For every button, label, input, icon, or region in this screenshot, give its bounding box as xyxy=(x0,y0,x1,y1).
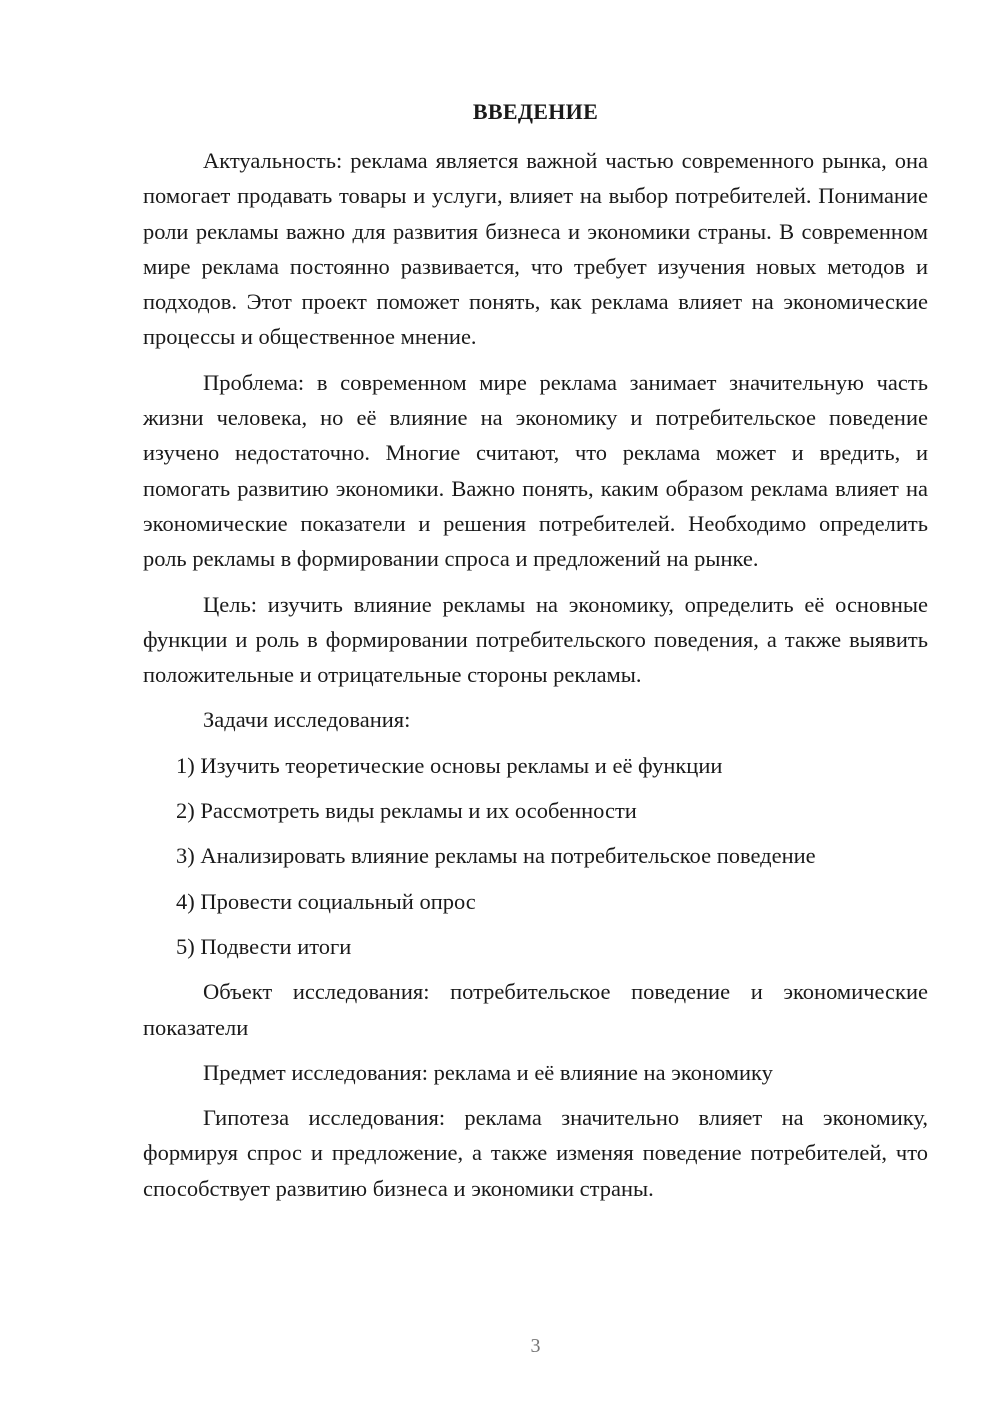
object-paragraph: Объект исследования: потребительское поведение и экономические показатели xyxy=(143,979,928,1040)
tasks-heading: Задачи исследования: xyxy=(203,707,411,733)
page-number: 3 xyxy=(530,1335,541,1357)
list-item: 4) Провести социальный опрос xyxy=(176,888,476,914)
document-body xyxy=(143,143,928,1216)
tasks-list xyxy=(143,748,928,964)
page-title: ВВЕДЕНИЕ xyxy=(472,99,599,124)
subject-paragraph: Предмет исследования: реклама и её влияние на экономику xyxy=(203,1059,773,1085)
list-item: 5) Подвести итоги xyxy=(176,933,352,959)
list-item: 3) Анализировать влияние рекламы на потребительское поведение xyxy=(176,843,816,869)
problem-paragraph: Проблема: в современном мире реклама занимает значительную часть жизни человека, но её влияние на экономику и потребительское поведение изучено недостаточно. Многие считают, что реклама может и вредить, и помогать развитию экономики. Важно понять, каким образом реклама влияет на экономические показатели и решения потребителей. Необходимо определить роль рекламы в формировании спроса и предложений на рынке. xyxy=(143,369,928,572)
hypothesis-paragraph: Гипотеза исследования: реклама значительно влияет на экономику, формируя спрос и предложение, а также изменяя поведение потребителей, что способствует развитию бизнеса и экономики страны. xyxy=(143,1105,928,1201)
list-item: 1) Изучить теоретические основы рекламы и её функции xyxy=(176,752,723,778)
relevance-paragraph: Актуальность: реклама является важной частью современного рынка, она помогает продавать товары и услуги, влияет на выбор потребителей. Понимание роли рекламы важно для развития бизнеса и экономики страны. В современном мире реклама постоянно развивается, что требует изучения новых методов и подходов. Этот проект поможет понять, как реклама влияет на экономические процессы и общественное мнение. xyxy=(143,148,928,350)
list-item: 2) Рассмотреть виды рекламы и их особенности xyxy=(176,798,637,824)
goal-paragraph: Цель: изучить влияние рекламы на экономику, определить её основные функции и роль в формировании потребительского поведения, а также выявить положительные и отрицательные стороны рекламы. xyxy=(143,591,928,688)
